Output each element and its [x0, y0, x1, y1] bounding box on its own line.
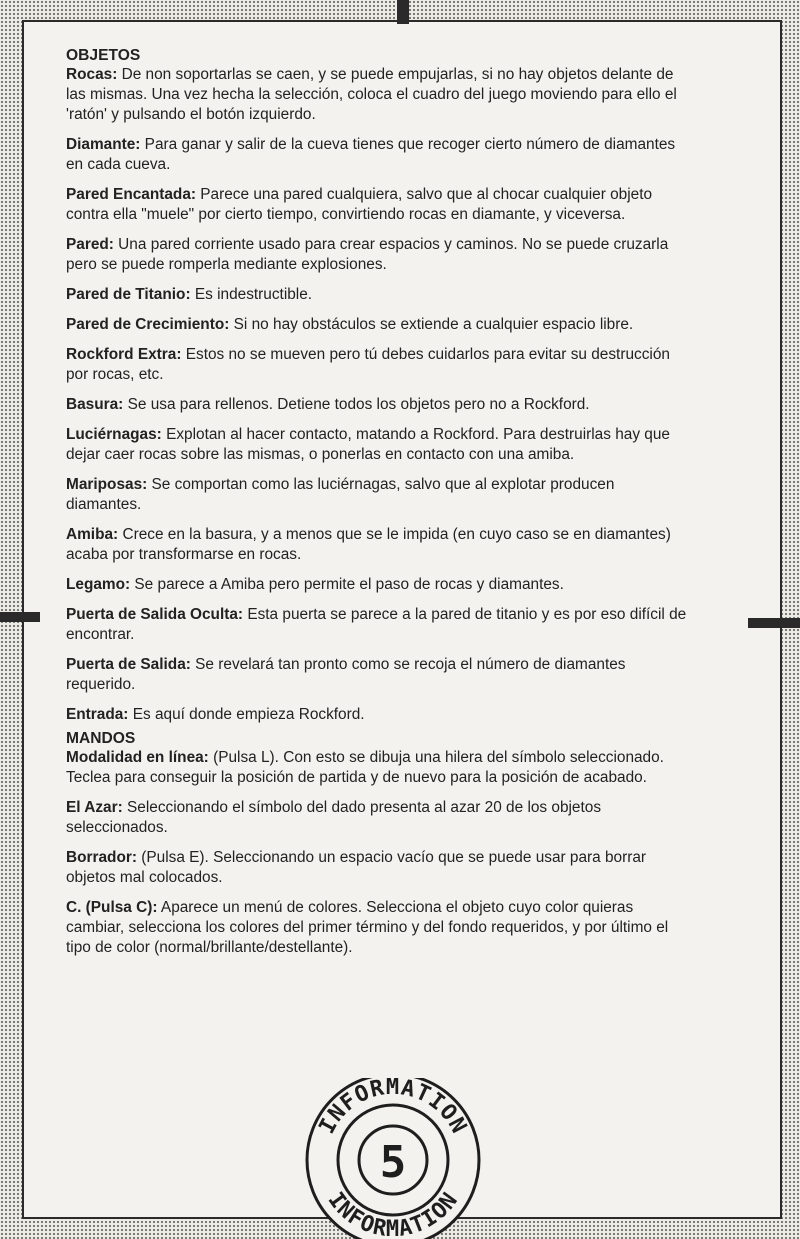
entry-text: Se comportan como las luciérnagas, salvo que al explotar producen diamantes. — [66, 476, 615, 513]
entry-term: C. (Pulsa C): — [66, 899, 158, 916]
logo-number: 5 — [379, 1137, 407, 1188]
entry-term: Rocas: — [66, 66, 118, 83]
entry-text: Si no hay obstáculos se extiende a cualquier espacio libre. — [229, 316, 634, 333]
entry-text: Se revelará tan pronto como se recoja el número de diamantes requerido. — [66, 656, 626, 693]
entry-term: Amiba: — [66, 526, 119, 543]
entry-term: Rockford Extra: — [66, 346, 182, 363]
entry-term: Luciérnagas: — [66, 426, 162, 443]
section-heading-mandos: MANDOS — [66, 730, 136, 747]
entry-text: Se usa para rellenos. Detiene todos los objetos pero no a Rockford. — [123, 396, 590, 413]
entry-el-azar — [66, 798, 688, 838]
entry-text: Esta puerta se parece a la pared de titanio y es por eso difícil de encontrar. — [66, 606, 687, 643]
entry-pared-encantada — [66, 185, 688, 225]
entry-term: Pared de Titanio: — [66, 286, 191, 303]
entry-legamo — [66, 575, 688, 595]
entry-puerta-de-salida — [66, 655, 688, 695]
entry-entrada — [66, 705, 688, 725]
entry-term: Diamante: — [66, 136, 141, 153]
entry-term: Entrada: — [66, 706, 129, 723]
entry-pared-de-titanio — [66, 285, 688, 305]
entry-pared — [66, 235, 688, 275]
entry-text: Aparece un menú de colores. Selecciona el objeto cuyo color quieras cambiar, selecciona los colores del primer término y del fondo requeridos, y por último el tipo de color (normal/brillante/destellante). — [66, 899, 669, 956]
entry-text: Es aquí donde empieza Rockford. — [128, 706, 365, 723]
entry-rockford-extra — [66, 345, 688, 385]
entry-rocas — [66, 65, 688, 125]
entry-luciernagas — [66, 425, 688, 465]
entry-term: Puerta de Salida: — [66, 656, 191, 673]
entry-term: Legamo: — [66, 576, 131, 593]
entry-term: Pared de Crecimiento: — [66, 316, 230, 333]
entry-text: Para ganar y salir de la cueva tienes que recoger cierto número de diamantes en cada cueva. — [66, 136, 676, 173]
entry-text: Estos no se mueven pero tú debes cuidarlos para evitar su destrucción por rocas, etc. — [66, 346, 670, 383]
entry-term: Mariposas: — [66, 476, 148, 493]
entry-pared-de-crecimiento — [66, 315, 688, 335]
entry-text: Seleccionando el símbolo del dado presenta al azar 20 de los objetos seleccionados. — [66, 799, 602, 836]
entry-term: El Azar: — [66, 799, 123, 816]
entry-term: Pared: — [66, 236, 114, 253]
entry-text: Una pared corriente usado para crear espacios y caminos. No se puede cruzarla pero se puede romperla mediante explosiones. — [66, 236, 669, 273]
manual-text — [66, 28, 688, 968]
logo-top-textpath: INFORMATION — [314, 1078, 472, 1139]
entry-text: Se parece a Amiba pero permite el paso de rocas y diamantes. — [130, 576, 564, 593]
registration-mark-left — [0, 612, 40, 622]
entry-text: Es indestructible. — [190, 286, 313, 303]
entry-term: Basura: — [66, 396, 124, 413]
logo-bottom-textpath: INFORMATION — [322, 1187, 464, 1239]
entry-text: Parece una pared cualquiera, salvo que al chocar cualquier objeto contra ella "muele" por cierto tiempo, convirtiendo rocas en diamante, y viceversa. — [66, 186, 653, 223]
entry-puerta-de-salida-oculta — [66, 605, 688, 645]
entry-amiba — [66, 525, 688, 565]
registration-mark-top — [397, 0, 409, 24]
entry-text: (Pulsa L). Con esto se dibuja una hilera del símbolo seleccionado. Teclea para conseguir la posición de partida y de nuevo para la posición de acabado. — [66, 749, 664, 786]
registration-mark-right — [748, 618, 800, 628]
entry-term: Modalidad en línea: — [66, 749, 209, 766]
entry-diamante — [66, 135, 688, 175]
entry-term: Puerta de Salida Oculta: — [66, 606, 244, 623]
entry-text: Crece en la basura, y a menos que se le impida (en cuyo caso se en diamantes) acaba por transformarse en rocas. — [66, 526, 671, 563]
entry-colores — [66, 898, 688, 958]
entry-term: Borrador: — [66, 849, 137, 866]
entry-text: (Pulsa E). Seleccionando un espacio vacío que se puede usar para borrar objetos mal colocados. — [66, 849, 647, 886]
section-heading-objetos: OBJETOS — [66, 47, 141, 64]
entry-basura — [66, 395, 688, 415]
information-logo — [303, 1078, 483, 1239]
entry-borrador — [66, 848, 688, 888]
entry-modalidad-en-linea — [66, 748, 688, 788]
entry-term: Pared Encantada: — [66, 186, 197, 203]
entry-text: De non soportarlas se caen, y se puede empujarlas, si no hay objetos delante de las mismas. Una vez hecha la selección, coloca el cuadro del juego moviendo para ello el 'ratón' y pulsando el botón izquierdo. — [66, 66, 677, 123]
entry-text: Explotan al hacer contacto, matando a Rockford. Para destruirlas hay que dejar caer rocas sobre las mismas, o ponerlas en contacto con una amiba. — [66, 426, 670, 463]
entry-mariposas — [66, 475, 688, 515]
